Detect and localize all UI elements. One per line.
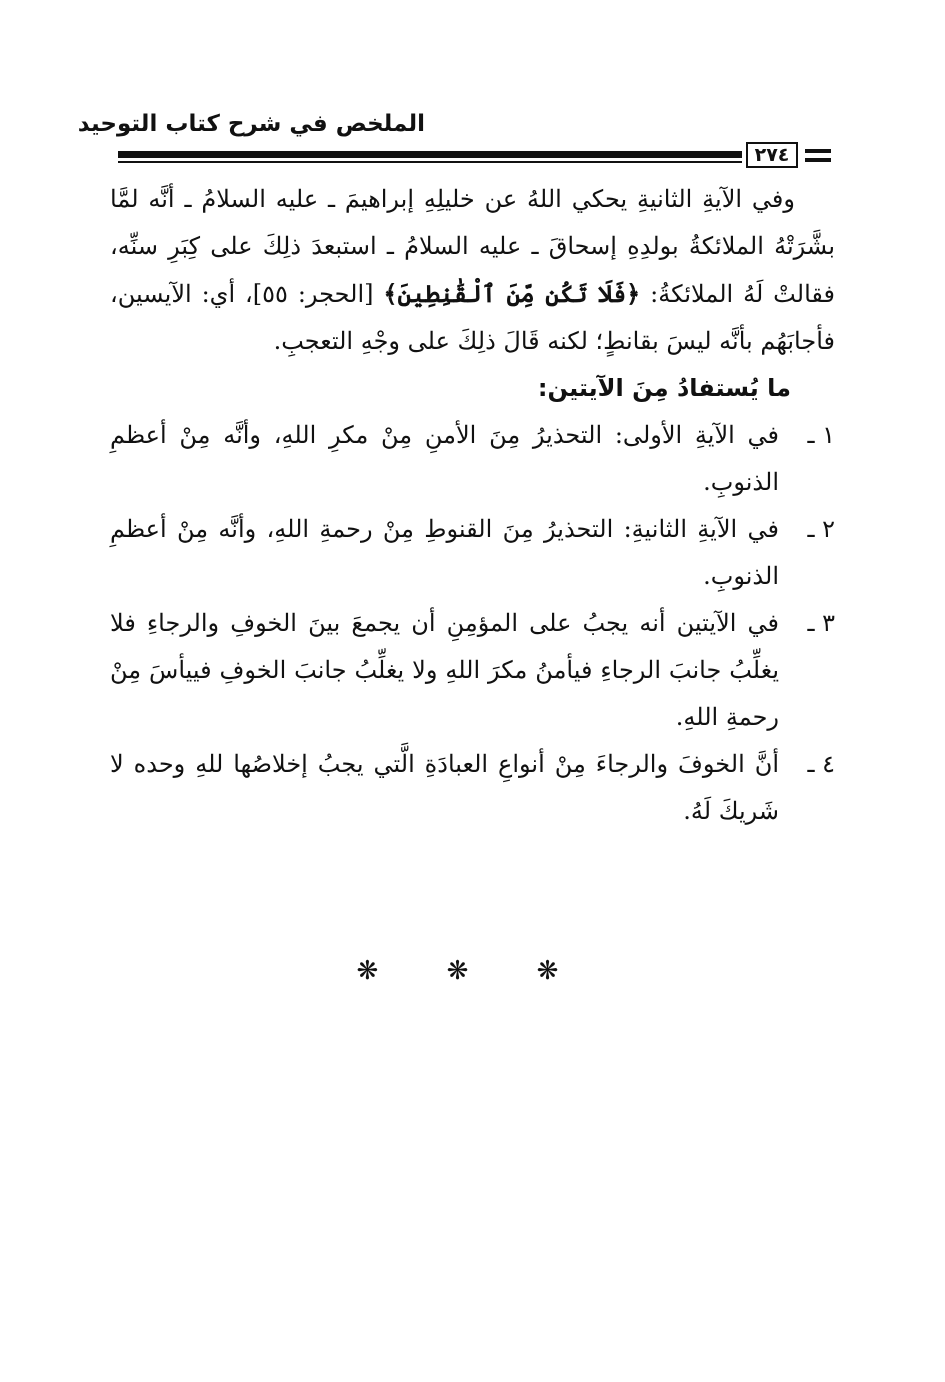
intro-paragraph [110,176,835,365]
benefits-heading: ما يُستفادُ مِنَ الآيتين: [537,374,791,402]
intro-text: وفي الآيةِ الثانيةِ يحكي اللهُ عن خليلِهِ إبراهيمَ ـ عليه السلامُ ـ أنَّه لمَّا بشَّرَتْهُ الملائكةُ بولدِهِ إسحاقَ ـ عليه السلامُ ـ استبعدَ ذلِكَ على كِبَرِ سنِّه، فقالتْ لَهُ الملائكةُ: [110,185,835,308]
page-number: ٢٧٤ [746,142,798,168]
benefits-list [110,412,835,835]
header-rule-thin [118,161,742,163]
benefit-number: ٣ ـ [807,609,835,637]
benefit-number: ٤ ـ [807,750,835,778]
benefit-item [110,412,835,506]
benefit-number: ١ ـ [807,421,835,449]
intro-text-continued: [الحجر: ٥٥]، أي: الآيسين، فأجابَهُم بأنَّه ليسَ بقانطٍ؛ لكنه قَالَ ذلِكَ على وجْهِ التعجبِ. [110,280,835,355]
header-rule-thick [118,151,742,158]
benefit-item [110,741,835,835]
section-end-ornament: ❋ ❋ ❋ [356,956,589,986]
benefit-item [110,506,835,600]
quran-verse: ﴿فَلَا تَكُن مِّنَ ٱلْقَٰنِطِينَ﴾ [383,279,641,308]
running-title: الملخص في شرح كتاب التوحيد [77,111,425,137]
benefit-text: في الآيةِ الثانيةِ: التحذيرُ مِنَ القنوطِ مِنْ رحمةِ اللهِ، وأنَّه مِنْ أعظمِ الذنوبِ. [110,515,779,590]
page-number-ornament-bar [805,149,831,153]
page-number-ornament-bar [805,158,831,162]
benefit-number: ٢ ـ [807,515,835,543]
benefit-item [110,600,835,741]
benefit-text: في الآيتين أنه يجبُ على المؤمِنِ أن يجمعَ بينَ الخوفِ والرجاءِ فلا يغلِّبُ جانبَ الرجاءِ فيأمنُ مكرَ اللهِ ولا يغلِّبُ جانبَ الخوفِ فييأسَ مِنْ رحمةِ اللهِ. [110,609,779,731]
main-text [110,176,835,835]
benefit-text: في الآيةِ الأولى: التحذيرُ مِنَ الأمنِ مِنْ مكرِ اللهِ، وأنَّه مِنْ أعظمِ الذنوبِ. [110,421,779,496]
benefit-text: أنَّ الخوفَ والرجاءَ مِنْ أنواعِ العبادَةِ الَّتي يجبُ إخلاصُها للهِ وحده لا شَريكَ لَهُ. [110,750,779,825]
